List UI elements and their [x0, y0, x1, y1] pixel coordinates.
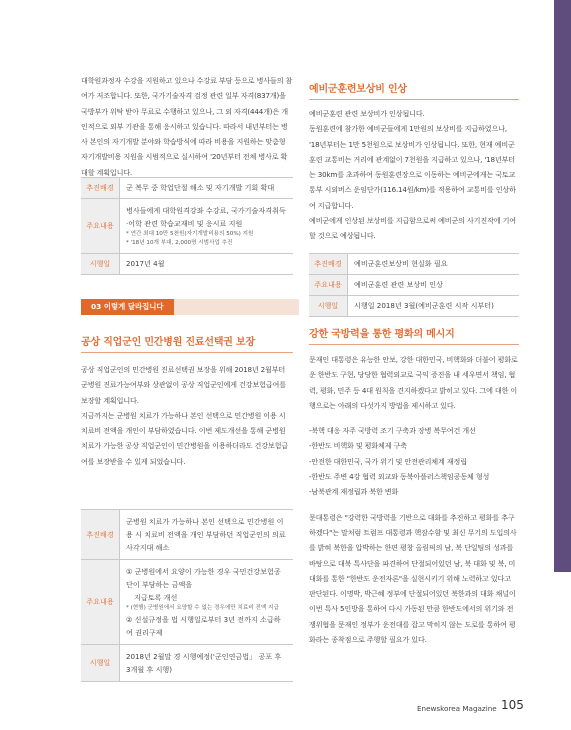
table2-key-date: 시행일 [81, 645, 120, 682]
table2-item1b: 지급토록 개선 [134, 593, 178, 602]
reserve-p1: 예비군훈련 관련 보상비가 인상됩니다. [309, 109, 425, 118]
table1-key-content: 주요내용 [81, 199, 120, 254]
magazine-name: Enewskorea Magazine [417, 704, 497, 713]
hospital-para1: 공상 직업군인의 민간병원 진료선택권 보장을 위해 2018년 2월부터 군병원 진료가능여부와 상관없이 공상 직업군인에게 건강보험급여를 보장할 계획입니다. [81, 365, 286, 405]
table1-key-background: 추진배경 [81, 178, 120, 199]
table2-key-content: 주요내용 [81, 560, 120, 645]
hospital-para2: 지금까지는 군병원 치료가 가능하나 본인 선택으로 민간병원 이용 시 치료비 전액을 개인이 부담하였습니다. 이번 제도개선을 통해 군병원 치료가 가능한 공상 직업군인이 민간병원을 이용하더라도 건강보험급여를 보장받을 수 있게 되었습니다. [81, 410, 289, 466]
heading-civilian-hospital: 공상 직업군인 민간병원 진료선택권 보장 [81, 337, 255, 348]
table3-val-background: 예비군훈련보상비 현실화 필요 [348, 254, 520, 275]
table2-note: * (현행) 군병원에서 요양할 수 없는 경우에만 치료비 전액 지급 [126, 605, 279, 611]
left-heading-block [81, 333, 293, 353]
peace-p5: 문대통령은 "강력한 국방력을 기반으로 대화를 추진하고 평화를 추구하겠다"는 말처럼 트럼프 대통령과 핵잠수함 및 최신 무기의 도입의사를 밝혀 북한을 압박하는 한편 평창 올림픽의 남, 북 단일팀의 성과를 바탕으로 대북 특사단을 파견하여 단절되어있던 남, 북 대화 및 북, 미 대화를 통한 "한반도 운전자론"을 실현시키기 위해 노력하고 있다고 판단된다. 이명박, 박근혜 정부에 단절되어있던 북한과의 대화 채널이 이번 특사 5인방을 통하여 다시 가동된 만큼 한반도에서의 위기와 전쟁위협을 문재인 정부가 운전대를 잡고 막히지 않는 도로를 통하여 평화라는 종착점으로 주행할 필요가 있다. [309, 512, 517, 645]
right-heading2-block [309, 325, 519, 345]
policy-list-item: -한반도 비핵화 및 평화체제 구축 [309, 441, 407, 451]
table1-note1: * 연간 최대 10만 5천원(자기개발비용의 50%) 지원 [126, 231, 254, 237]
policy-list [309, 423, 519, 499]
left-intro [81, 73, 293, 180]
table-hospital [81, 509, 293, 682]
table2-item2: ② 신설규정을 법 시행일로부터 3년 전까지 소급하여 권리구제 [126, 615, 281, 637]
table1-key-date: 시행일 [81, 254, 120, 275]
policy-list-item: -북핵 대응 자주 국방력 조기 구축과 장병 복무여건 개선 [309, 426, 476, 436]
heading1-rule [309, 99, 519, 100]
table2-val-content [120, 560, 294, 645]
policy-list-item: -남북관계 재정립과 북한 변화 [309, 487, 399, 497]
table3-key-date: 시행일 [309, 296, 348, 317]
heading-rule [81, 352, 293, 353]
policy-list-item: -한반도 주변 4강 협력 외교와 동북아플러스책임공동체 형성 [309, 472, 490, 482]
section-badge [81, 299, 299, 315]
heading-peace-message: 강한 국방력을 통한 평화의 메시지 [309, 329, 455, 340]
table1-val-date: 2017년 4월 [120, 254, 294, 275]
table1-val-content [120, 199, 294, 254]
table3-key-content: 주요내용 [309, 275, 348, 296]
table1-content-text: 병사들에게 대학원격강좌 수강료, 국가기술자격취득·어학 관련 학습교재비 및 응시료 지원 [126, 206, 286, 228]
heading-reserve-compensation: 예비군훈련보상비 인상 [309, 84, 407, 95]
intro-paragraph: 대학원과정자 수강을 지원하고 있으나 수강료 부담 등으로 병사들의 참여가 저조합니다. 또한, 국가기술자격 검정 관련 일부 자격(837개)을 국방부가 위탁 받아 무료로 수행하고 있으나, 그 외 자격(444개)은 개인적으로 외부 기관을 통해 응시하고 있습니다. 따라서 내년부터는 병사 본인의 자기개발 분야와 학습방식에 따라 비용을 지원하는 맞춤형 자기개발비용 지원을 시범적으로 실시하여 '20년부터 전체 병사로 확대할 계획입니다. [81, 76, 293, 177]
table3-val-date: 시행일 2018년 3월(예비군훈련 시작 시부터) [348, 296, 520, 317]
table1-note2: * '18년 10개 부대, 2,000명 시범사업 추진 [126, 240, 233, 246]
table-reserve [309, 253, 519, 317]
table2-val-background: 군병원 치료가 가능하나 본인 선택으로 민간병원 이용 시 치료비 전액을 개인 부담하던 직업군인의 의료 사각지대 해소 [120, 510, 294, 560]
table3-val-content: 예비군훈련 관련 보상비 인상 [348, 275, 520, 296]
left-body [81, 362, 293, 469]
reserve-p3: 예비군에게 인상된 보상비를 지급함으로써 예비군의 사기진작에 기여할 것으로 예상됩니다. [309, 216, 517, 241]
table-self-development [81, 177, 293, 275]
table3-key-background: 추진배경 [309, 254, 348, 275]
right-heading1-block [309, 80, 519, 100]
table2-val-date: 2018년 2월말 경 시행예정('군인연금법」 공포 후 3개월 후 시행) [120, 645, 294, 682]
table1-val-background: 군 복무 중 학업단절 해소 및 자기개발 기회 확대 [120, 178, 294, 199]
right-body2 [309, 352, 519, 647]
section-badge-label: 03 이렇게 달라집니다 [81, 299, 174, 315]
policy-list-item: -안전한 대한민국, 국가 위기 및 안전관리체계 재정립 [309, 456, 467, 466]
side-color-bar [554, 0, 571, 572]
peace-p4: 문재인 대통령은 유능한 안보, 강한 대한민국, 비핵화와 더불어 평화로운 한반도 구현, 당당한 협력외교로 국익 증진을 내 세우면서 책임, 협력, 평화, 민주 등 4대 원칙을 견지하겠다고 밝히고 있다. 그에 대한 이행으로는 아래의 다섯가지 방법을 제시하고 있다. [309, 355, 518, 410]
table2-key-background: 추진배경 [81, 510, 120, 560]
table2-item1: ① 군병원에서 요양이 가능한 경우 국민건강보험공단이 부담하는 금액을 [126, 567, 281, 589]
reserve-p2: 동원훈련에 참가한 예비군들에게 1만원의 보상비를 지급하였으나, '18년부터는 1만 5천원으로 보상비가 인상됩니다. 또한, 현재 예비군훈련 교통비는 거리에 관계없이 7천원을 지급하고 있으나, '18년부터는 30km를 초과하여 동원훈련장으로 이동하는 예비군에게는 국토교통부 시외버스 운임단가(116.14원/km)를 적용하여 교통비를 인상하여 지급합니다. [309, 124, 516, 210]
right-body1 [309, 106, 519, 244]
heading2-rule [309, 344, 519, 345]
page-number: 105 [501, 698, 524, 712]
